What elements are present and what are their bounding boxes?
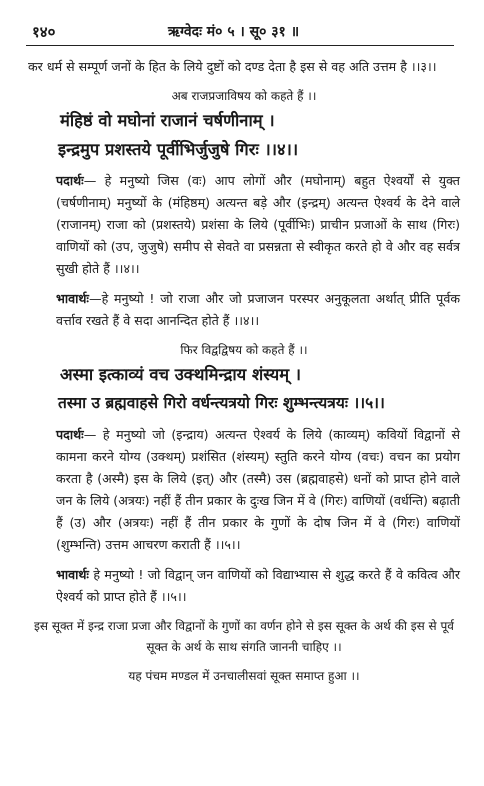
mantra-2-line-1: अस्मा इत्काव्यं वच उक्थमिन्द्राय शंस्यम् । xyxy=(60,365,302,384)
mantra-2-line-2: तस्मा उ ब्रह्मवाहसे गिरो वर्धन्त्यत्रयो गिरः शुम्भन्त्यत्रयः ।।५।। xyxy=(58,394,385,412)
padartha-label-1: पदार्थः xyxy=(56,173,84,188)
bhavartha-label-1: भावार्थः xyxy=(56,291,89,306)
running-head: ऋग्वेदः मं० ५ । सू० ३१ ॥ xyxy=(168,24,300,40)
intro-heading-2: फिर विद्वद्विषय को कहते हैं ।। xyxy=(180,343,308,357)
mantra-1-line-2: इन्द्रमुप प्रशस्तये पूर्वीभिर्जुजुषे गिरः ।।४।। xyxy=(58,140,299,159)
bhavartha-text-1: —हे मनुष्यो ! जो राजा और जो प्रजाजन परस्पर अनुकूलता अर्थात् प्रीति पूर्वक वर्त्ताव रखते हैं वे सदा आनन्दित होते हैं ।।४।। xyxy=(56,291,460,328)
bhavartha-paragraph-2 xyxy=(28,564,460,608)
bhavartha-paragraph-1 xyxy=(28,288,460,332)
padartha-text-1: — हे मनुष्यो जिस (वः) आप लोगों और (मघोनाम्) बहुत ऐश्वर्यों से युक्त (चर्षणीनाम्) मनुष्यों के (मंहिष्ठम्) अत्यन्त बड़े और (इन्द्रम्) अत्यन्त ऐश्वर्य के देने वाले (राजानम्) राजा को (प्रशस्तये) प्रशंसा के लिये (पूर्वीभिः) प्राचीन प्रजाओं के साथ (गिरः) वाणियों को (उप, जुजुषे) समीप से सेवते वा प्रसन्नता से स्वीकृत करते हो वे और वह सर्वत्र सुखी होते हैं ।।४।। xyxy=(56,173,460,276)
bhavartha-text-2: हे मनुष्यो ! जो विद्वान् जन वाणियों को विद्याभ्यास से शुद्ध करते हैं वे कवित्व और ऐश्वर्य को प्राप्त होते हैं ।।५।। xyxy=(56,567,460,604)
header-rule xyxy=(26,45,454,46)
padartha-text-2: — हे मनुष्यो जो (इन्द्राय) अत्यन्त ऐश्वर्य के लिये (काव्यम्) कवियों विद्वानों से कामना करने योग्य (उक्थम्) प्रशंसित (शंस्यम्) स्तुति करने योग्य (वचः) वचन का प्रयोग करता है (अस्मै) इस के लिये (इत्) और (तस्मै) उस (ब्रह्मवाहसे) धनों को प्राप्त होने वाले जन के लिये (अत्रयः) नहीं हैं तीन प्रकार के दुःख जिन में वे (गिरः) वाणियों (वर्धन्ति) बढ़ाती हैं (उ) और (अत्रयः) नहीं हैं तीन प्रकार के गुणों के दोष जिन में वे (गिरः) वाणियों (शुम्भन्ति) उत्तम आचरण कराती हैं ।।५।। xyxy=(56,427,460,552)
page-body xyxy=(28,56,460,686)
summary-paragraph: इस सूक्त में इन्द्र राजा प्रजा और विद्वानों के गुणों का वर्णन होने से इस सूक्त के अर्थ की इस से पूर्व सूक्त के अर्थ के साथ संगति जाननी चाहिए ।। xyxy=(34,619,454,654)
mantra-1-line-1: मंहिष्ठं वो मघोनां राजानं चर्षणीनाम् । xyxy=(60,111,275,130)
bhavartha-label-2: भावार्थः xyxy=(56,567,89,582)
continuation-paragraph: कर धर्म से सम्पूर्ण जनों के हित के लिये दुष्टों को दण्ड देता है इस से वह अति उत्तम है ।।३।। xyxy=(28,59,437,74)
page-header xyxy=(28,22,454,42)
intro-heading-1: अब राजप्रजाविषय को कहते हैं ।। xyxy=(171,89,317,103)
padartha-paragraph-2 xyxy=(28,424,460,556)
page-number: १४० xyxy=(32,23,56,41)
padartha-label-2: पदार्थः xyxy=(56,427,84,442)
padartha-paragraph-1 xyxy=(28,170,460,280)
closing-line: यह पंचम मण्डल में उनचालीसवां सूक्त समाप्त हुआ ।। xyxy=(128,669,360,683)
